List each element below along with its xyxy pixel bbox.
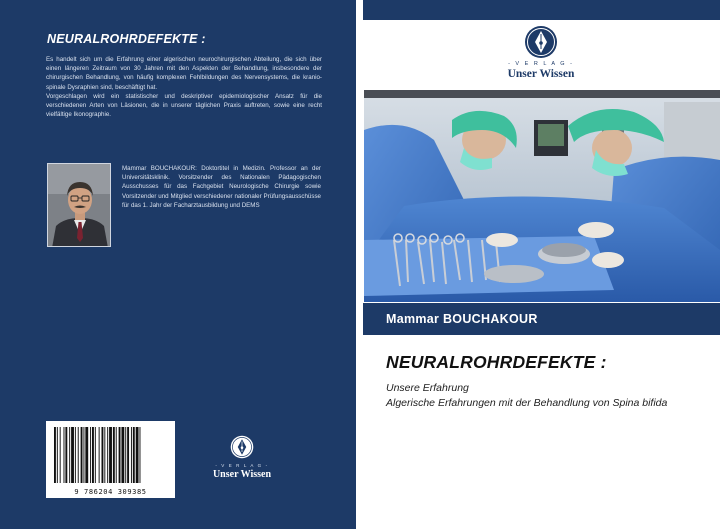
author-photo	[47, 163, 111, 247]
front-subtitle-2: Algerische Erfahrungen mit der Behandlung von Spina bifida	[386, 397, 668, 409]
isbn-barcode	[46, 421, 175, 498]
blurb-paragraph-2: Vorgeschlagen wird ein statistischer und deskriptiver epidemiologischer Ansatz für die verschiedenen Arten von Läsionen, die in unserer täglichen Praxis auftreten, sowie eine recht vielfältige Ikonographie.	[46, 92, 322, 119]
publisher-logo-back	[206, 435, 278, 480]
publisher-brand: Unser Wissen	[212, 469, 272, 480]
front-top-band	[363, 0, 720, 20]
publisher-brand: Unser Wissen	[507, 68, 575, 80]
publisher-verlag-label: - V E R L A G -	[508, 61, 574, 67]
front-author-band	[363, 303, 720, 335]
isbn-digits: 9 786204 309385	[74, 488, 147, 496]
book-spine	[356, 0, 363, 529]
barcode-bars	[52, 427, 169, 483]
front-author-name: Mammar BOUCHAKOUR	[386, 312, 538, 326]
front-subtitle-1: Unsere Erfahrung	[386, 382, 469, 394]
pen-nib-seal-icon	[524, 25, 558, 59]
surgery-cover-photo	[364, 90, 720, 302]
back-cover	[0, 0, 356, 529]
back-cover-title: NEURALROHRDEFEKTE :	[47, 32, 206, 46]
back-cover-blurb	[46, 55, 322, 119]
author-bio: Mammar BOUCHAKOUR: Doktortitel in Medizin. Professor an der Universitätsklinik. Vorsitzender des Nationalen Pädagogischen Ausschusses für das Fachgebiet Neurologische Chirurgie sowie Vorsitzender und Mitglied verschiedener nationaler Prüfungsausschüsse für das 1. Jahr der Facharztausbildung und DEMS	[122, 165, 321, 209]
publisher-logo-front	[491, 25, 591, 80]
front-cover	[363, 0, 720, 529]
pen-nib-seal-icon	[230, 435, 254, 459]
front-cover-title: NEURALROHRDEFEKTE :	[386, 352, 607, 372]
blurb-paragraph-1: Es handelt sich um die Erfahrung einer algerischen neurochirurgischen Abteilung, die sich über einen längeren Zeitraum von 30 Jahren mit den Aspekten der Behandlung, insbesondere der chirurgischen Behandlung, von häufig komplexen Fehlbildungen des Nervensystems, die kranio-spinale Dysraphien sind, beschäftigt hat.	[46, 56, 322, 91]
publisher-verlag-label: - V E R L A G -	[215, 463, 269, 468]
